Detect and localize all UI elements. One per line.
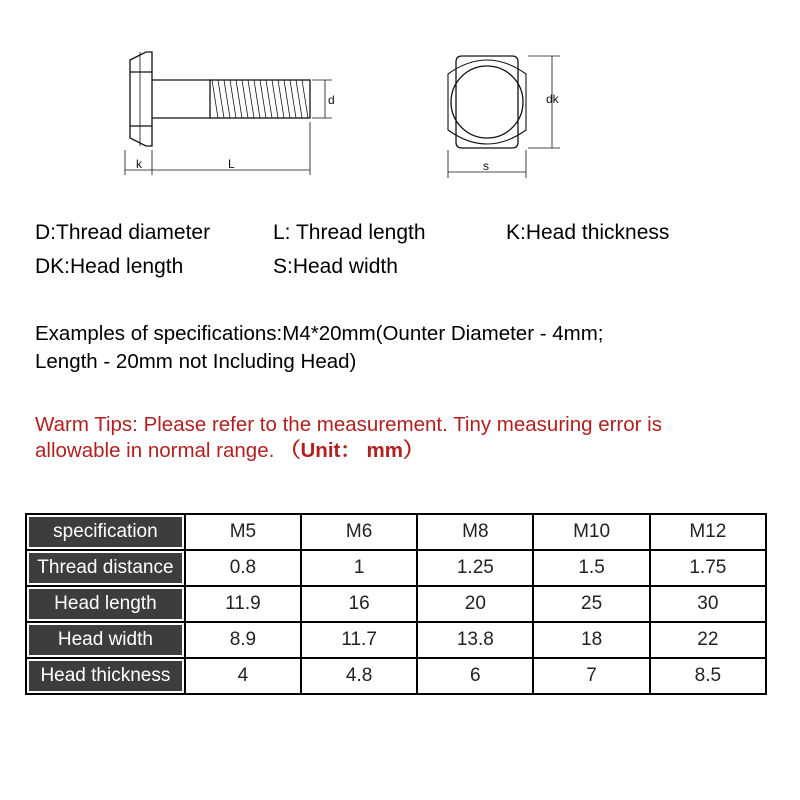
bolt-technical-drawing [0, 0, 800, 200]
row-label: Head width [26, 622, 185, 658]
tips-line-1: Warm Tips: Please refer to the measurement. Tiny measuring error is [35, 413, 662, 436]
table-cell: 16 [301, 586, 417, 622]
legend-thread-length: L: Thread length [273, 221, 426, 244]
table-cell: 1.75 [650, 550, 766, 586]
tips-unit: （Unit： mm） [280, 439, 424, 462]
table-cell: 7 [533, 658, 649, 694]
table-cell: 1.5 [533, 550, 649, 586]
table-cell: 11.7 [301, 622, 417, 658]
specification-example [35, 320, 775, 376]
table-row [26, 586, 766, 622]
table-cell: 8.5 [650, 658, 766, 694]
legend-head-thickness: K:Head thickness [506, 221, 670, 244]
header-label: specification [26, 514, 185, 550]
table-row [26, 550, 766, 586]
table-row [26, 658, 766, 694]
specification-table [25, 513, 767, 695]
label-d: d [328, 93, 335, 107]
table-row [26, 622, 766, 658]
table-header-row [26, 514, 766, 550]
table-cell: 4.8 [301, 658, 417, 694]
size-m8: M8 [417, 514, 533, 550]
size-m6: M6 [301, 514, 417, 550]
size-m5: M5 [185, 514, 301, 550]
warm-tips [35, 412, 775, 464]
label-dk: dk [546, 92, 559, 106]
table-cell: 20 [417, 586, 533, 622]
table-cell: 6 [417, 658, 533, 694]
table-cell: 8.9 [185, 622, 301, 658]
table-cell: 22 [650, 622, 766, 658]
example-line-1: Examples of specifications:M4*20mm(Ounter Diameter - 4mm; [35, 322, 604, 345]
row-label: Thread distance [26, 550, 185, 586]
legend-head-length: DK:Head length [35, 255, 184, 278]
row-label: Head length [26, 586, 185, 622]
thread-lines [212, 80, 308, 118]
tips-line-2 [35, 438, 775, 464]
table-cell: 1.25 [417, 550, 533, 586]
table-cell: 25 [533, 586, 649, 622]
table-cell: 30 [650, 586, 766, 622]
table-cell: 1 [301, 550, 417, 586]
table-cell: 13.8 [417, 622, 533, 658]
legend-head-width: S:Head width [273, 255, 398, 278]
table-cell: 11.9 [185, 586, 301, 622]
label-s: s [483, 159, 489, 173]
row-label: Head thickness [26, 658, 185, 694]
example-line-2: Length - 20mm not Including Head) [35, 350, 357, 373]
tips-line-2-text: allowable in normal range. [35, 439, 280, 462]
bolt-end-view [448, 56, 560, 178]
table-cell: 0.8 [185, 550, 301, 586]
table-cell: 4 [185, 658, 301, 694]
label-k: k [136, 157, 142, 171]
legend-thread-diameter: D:Thread diameter [35, 221, 211, 244]
size-m10: M10 [533, 514, 649, 550]
table-cell: 18 [533, 622, 649, 658]
size-m12: M12 [650, 514, 766, 550]
label-l: L [228, 157, 235, 171]
